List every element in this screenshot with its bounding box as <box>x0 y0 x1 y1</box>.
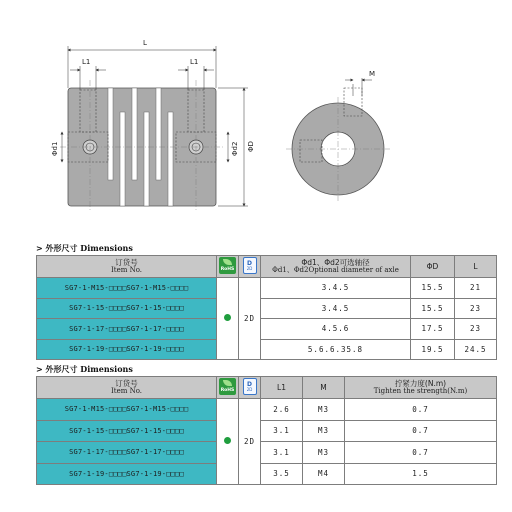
cad-2d-icon: D 2D <box>243 257 257 274</box>
table-row <box>37 278 497 299</box>
length-cell: 21 <box>455 278 497 299</box>
table2-header-row <box>37 377 497 399</box>
length-cell: 23 <box>455 319 497 340</box>
outer-diameter-cell: 15.5 <box>411 278 455 299</box>
dimension-label-M: M <box>369 70 376 78</box>
dimension-label-L: L <box>143 39 147 47</box>
table2-header-item-cn: 订货号 <box>115 378 138 388</box>
table1-title-cn: > 外形尺寸 <box>36 244 78 253</box>
coupling-end-view <box>286 78 390 201</box>
rohs-icon-text: RoHS <box>220 387 235 393</box>
item-number-cell: SG7-1-15-□□□□SG7-1-15-□□□□ <box>37 298 217 319</box>
table2-title-cn: > 外形尺寸 <box>36 365 78 374</box>
table2-title-en: Dimensions <box>80 364 133 374</box>
axle-diameter-cell: 4.5.6 <box>261 319 411 340</box>
cad-type-cell: 2D <box>239 278 261 360</box>
table1-header-item-cn: 订货号 <box>115 257 138 267</box>
table1-header-item <box>37 256 217 278</box>
table1-header-rohs <box>217 256 239 278</box>
cad-2d-icon: D 2D <box>243 378 257 395</box>
dimension-label-d1: Φd1 <box>51 141 59 156</box>
screw-size-cell: M4 <box>303 463 345 485</box>
torque-cell: 0.7 <box>345 399 497 421</box>
rohs-icon <box>219 378 236 395</box>
l1-cell: 3.5 <box>261 463 303 485</box>
screw-size-cell: M3 <box>303 442 345 464</box>
screw-size-cell: M3 <box>303 399 345 421</box>
dimension-label-D: ΦD <box>247 141 255 152</box>
rohs-status-cell <box>217 399 239 485</box>
length-cell: 24.5 <box>455 339 497 360</box>
rohs-status-cell <box>217 278 239 360</box>
table-row <box>37 420 497 442</box>
table1-header-cad <box>239 256 261 278</box>
table-row <box>37 463 497 485</box>
cad-icon-text: 2D <box>246 266 253 272</box>
table1-header-axle <box>261 256 411 278</box>
l1-cell: 2.6 <box>261 399 303 421</box>
table-row <box>37 319 497 340</box>
dimension-label-L1-right: L1 <box>190 58 199 66</box>
table-row <box>37 339 497 360</box>
table2-header-L1: L1 <box>261 377 303 399</box>
cad-icon-text: 2D <box>246 387 253 393</box>
torque-cell: 0.7 <box>345 420 497 442</box>
table-row <box>37 399 497 421</box>
coupling-technical-drawing <box>0 0 512 240</box>
table1-header-axle-en: Φd1、Φd2Optional diameter of axle <box>272 265 399 274</box>
item-number-cell: SG7-1-17-□□□□SG7-1-17-□□□□ <box>37 319 217 340</box>
rohs-icon <box>219 257 236 274</box>
rohs-compliant-dot <box>224 314 231 321</box>
table1-header-item-en: Item No. <box>110 265 143 274</box>
table2-section-title <box>36 364 133 375</box>
table-row <box>37 442 497 464</box>
table2-header-M: M <box>303 377 345 399</box>
item-number-cell: SG7-1-M15-□□□□SG7-1-M15-□□□□ <box>37 278 217 299</box>
screw-size-cell: M3 <box>303 420 345 442</box>
torque-cell: 1.5 <box>345 463 497 485</box>
axle-diameter-cell: 5.6.6.35.8 <box>261 339 411 360</box>
rohs-icon-text: RoHS <box>220 266 235 272</box>
table2-header-torque <box>345 377 497 399</box>
dimension-label-d2: Φd2 <box>231 141 239 156</box>
table1-title-en: Dimensions <box>80 243 133 253</box>
table1-header-row <box>37 256 497 278</box>
rohs-compliant-dot <box>224 437 231 444</box>
table2-header-item-en: Item No. <box>110 386 143 395</box>
table1-header-L: L <box>455 256 497 278</box>
table1-section-title <box>36 243 133 254</box>
item-number-cell: SG7-1-M15-□□□□SG7-1-M15-□□□□ <box>37 399 217 421</box>
axle-diameter-cell: 3.4.5 <box>261 278 411 299</box>
item-number-cell: SG7-1-15-□□□□SG7-1-15-□□□□ <box>37 420 217 442</box>
outer-diameter-cell: 19.5 <box>411 339 455 360</box>
l1-cell: 3.1 <box>261 420 303 442</box>
table1-header-D: ΦD <box>411 256 455 278</box>
table-row <box>37 298 497 319</box>
outer-diameter-cell: 17.5 <box>411 319 455 340</box>
dimensions-table-1 <box>36 255 497 360</box>
table2-header-torque-cn: 拧紧力度(N.m) <box>394 378 447 388</box>
outer-diameter-cell: 15.5 <box>411 298 455 319</box>
dimension-label-L1-left: L1 <box>82 58 91 66</box>
cad-type-cell: 2D <box>239 399 261 485</box>
item-number-cell: SG7-1-17-□□□□SG7-1-17-□□□□ <box>37 442 217 464</box>
torque-cell: 0.7 <box>345 442 497 464</box>
length-cell: 23 <box>455 298 497 319</box>
axle-diameter-cell: 3.4.5 <box>261 298 411 319</box>
table2-header-item <box>37 377 217 399</box>
item-number-cell: SG7-1-19-□□□□SG7-1-19-□□□□ <box>37 339 217 360</box>
table2-header-cad <box>239 377 261 399</box>
coupling-side-view <box>60 80 224 212</box>
table2-header-rohs <box>217 377 239 399</box>
table1-header-axle-cn: Φd1、Φd2可选轴径 <box>301 257 370 267</box>
l1-cell: 3.1 <box>261 442 303 464</box>
table2-header-torque-en: Tighten the strength(N.m) <box>373 386 468 395</box>
item-number-cell: SG7-1-19-□□□□SG7-1-19-□□□□ <box>37 463 217 485</box>
dimensions-table-2 <box>36 376 497 485</box>
